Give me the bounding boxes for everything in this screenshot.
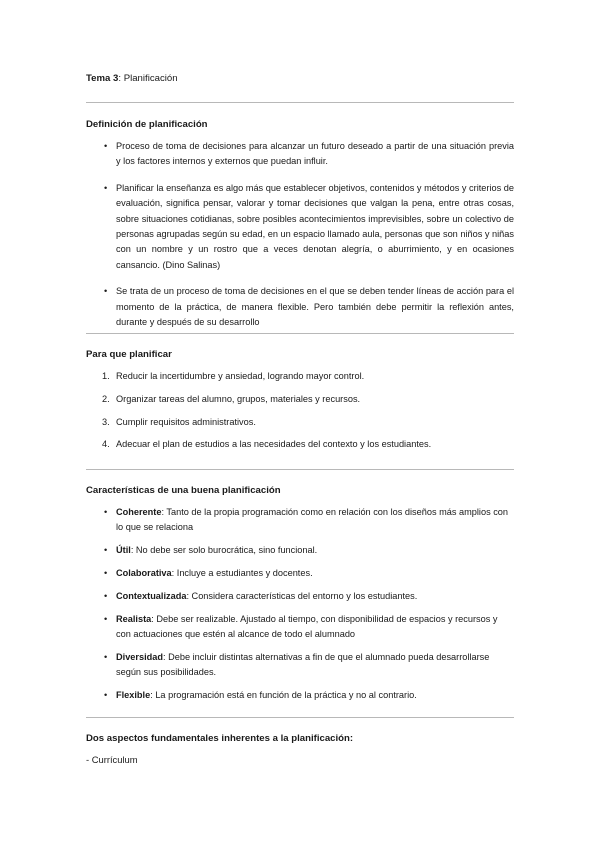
section-heading-definicion: Definición de planificación xyxy=(86,119,208,130)
list-item: 3. Cumplir requisitos administrativos. xyxy=(102,416,256,427)
bullet-icon: • xyxy=(104,286,108,297)
bullet-icon: • xyxy=(104,613,108,624)
list-item: • Diversidad: Debe incluir distintas alternativas a fin de que el alumnado pueda desarrollarse según sus posibilidades. xyxy=(104,651,490,678)
para-que-list xyxy=(86,369,514,453)
definicion-list xyxy=(86,139,514,330)
list-item: 1. Reducir la incertidumbre y ansiedad, logrando mayor control. xyxy=(102,371,365,381)
list-item: • Colaborativa: Incluye a estudiantes y docentes. xyxy=(86,566,514,581)
bullet-icon: • xyxy=(104,568,108,578)
page-title: Tema 3: Planificación xyxy=(86,73,178,84)
bullet-icon: • xyxy=(104,141,108,151)
aspectos-item: - Currículum xyxy=(86,754,138,765)
divider xyxy=(86,717,514,718)
divider xyxy=(86,333,514,334)
list-item: • Útil: No debe ser solo burocrática, sino funcional. xyxy=(86,543,514,558)
list-item: • Contextualizada: Considera características del entorno y los estudiantes. xyxy=(86,589,514,604)
list-item: • Se trata de un proceso de toma de decisiones en el que se deben tender líneas de acción para el momento de la práctica, de manera flexible. Pero también debe permitir la reflexión antes, durante y después de su desarrollo xyxy=(104,286,514,328)
list-item: 4. Adecuar el plan de estudios a las necesidades del contexto y los estudiantes. xyxy=(102,439,432,450)
bullet-icon: • xyxy=(104,182,108,193)
bullet-icon: • xyxy=(104,651,108,662)
list-item: 2. Organizar tareas del alumno, grupos, materiales y recursos. xyxy=(102,393,361,404)
bullet-icon: • xyxy=(104,545,108,556)
list-item: • Realista: Debe ser realizable. Ajustado al tiempo, con disponibilidad de espacios y recursos y con actuaciones que estén al alcance de todo el alumnado xyxy=(104,613,498,639)
list-item: • Flexible: La programación está en función de la práctica y no al contrario. xyxy=(86,688,514,703)
bullet-icon: • xyxy=(104,507,108,517)
section-heading-para-que: Para que planificar xyxy=(86,349,172,360)
section-heading-aspectos: Dos aspectos fundamentales inherentes a la planificación: xyxy=(86,733,354,744)
list-item: • Coherente: Tanto de la propia programación como en relación con los diseños más amplios con lo que se relaciona xyxy=(104,507,509,533)
caracteristicas-list xyxy=(86,505,514,703)
list-item: • Proceso de toma de decisiones para alcanzar un futuro deseado a partir de una situación previa y los factores internos y externos que puedan influir. xyxy=(104,141,514,167)
divider xyxy=(86,102,514,103)
divider xyxy=(86,469,514,470)
list-item: • Planificar la enseñanza es algo más que establecer objetivos, contenidos y métodos y criterios de evaluación, significa pensar, valorar y tomar decisiones que valgan la pena, entre otras cosas, sobre situaciones cotidianas, sobre posibles acontecimientos imprevisibles, sobre un colectivo de personas agrupadas según su edad, en un espacio llamado aula, personas que son niños y niñas con un nombre y un rostro que a veces denotan alegría, o aburrimiento, y en ocasiones cansancio. (Dino Salinas) xyxy=(104,182,514,270)
section-heading-caracteristicas: Características de una buena planificación xyxy=(86,485,281,496)
bullet-icon: • xyxy=(104,590,108,601)
bullet-icon: • xyxy=(104,690,108,700)
